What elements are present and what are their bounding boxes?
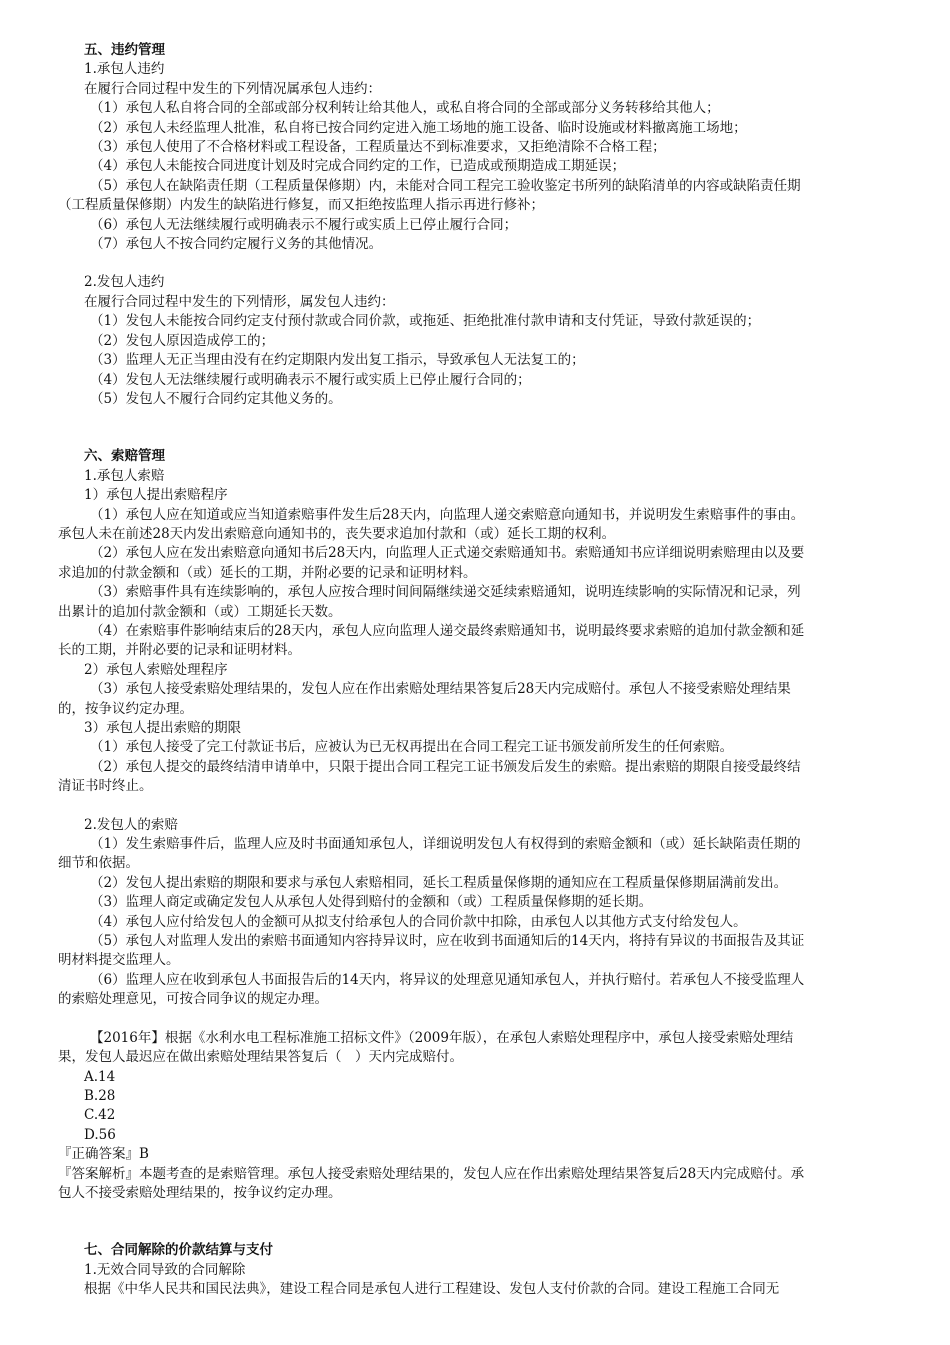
claim-step-1-line1: （1）承包人应在知道或应当知道索赔事件发生后28天内，向监理人递交索赔意向通知书，并说明发生索赔事件的事由。 xyxy=(90,506,805,523)
employer-breach-item-3: （3）监理人无正当理由没有在约定期限内发出复工指示，导致承包人无法复工的； xyxy=(90,352,585,369)
claim-deadline-2-line1: （2）承包人提交的最终结清申请单中，只限于提出合同工程完工证书颁发后发生的索赔。提出索赔的期限自接受最终结 xyxy=(90,758,801,775)
contractor-breach-item-6: （6）承包人无法继续履行或明确表示不履行或实质上已停止履行合同； xyxy=(90,216,518,233)
employer-breach-item-4: （4）发包人无法继续履行或明确表示不履行或实质上已停止履行合同的； xyxy=(90,371,531,388)
section-5-intro1: 在履行合同过程中发生的下列情况属承包人违约： xyxy=(84,80,381,97)
section-6-sub1: 1.承包人索赔 xyxy=(84,467,165,484)
employer-claim-2: （2）发包人提出索赔的期限和要求与承包人索赔相同，延长工程质量保修期的通知应在工程质量保修期届满前发出。 xyxy=(90,874,788,891)
employer-claim-3: （3）监理人商定或确定发包人从承包人处得到赔付的金额和（或）工程质量保修期的延长期。 xyxy=(90,894,653,911)
section-6-sub2: 2.发包人的索赔 xyxy=(84,816,178,833)
exam-option-b: B.28 xyxy=(84,1087,116,1104)
employer-claim-1-line2: 细节和依据。 xyxy=(58,855,139,872)
section-6-title: 六、索赔管理 xyxy=(84,448,165,465)
exam-option-a: A.14 xyxy=(84,1068,116,1085)
exam-option-c: C.42 xyxy=(84,1107,116,1124)
exam-analysis-line2: 包人不接受索赔处理结果的，按争议约定办理。 xyxy=(58,1184,342,1201)
contractor-breach-item-1: （1）承包人私自将合同的全部或部分权利转让给其他人，或私自将合同的全部或部分义务转移给其他人； xyxy=(90,100,720,117)
employer-claim-1-line1: （1）发生索赔事件后，监理人应及时书面通知承包人，详细说明发包人有权得到的索赔金额和（或）延长缺陷责任期的 xyxy=(90,836,801,853)
section-7-paragraph: 根据《中华人民共和国民法典》，建设工程合同是承包人进行工程建设、发包人支付价款的合同。建设工程施工合同无 xyxy=(84,1281,780,1298)
section-5-sub1: 1.承包人违约 xyxy=(84,61,165,78)
employer-breach-item-5: （5）发包人不履行合同约定其他义务的。 xyxy=(90,390,342,407)
claim-deadline-2-line2: 清证书时终止。 xyxy=(58,778,153,795)
contractor-breach-item-2: （2）承包人未经监理人批准，私自将已按合同约定进入施工场地的施工设备、临时设施或材料撤离施工场地； xyxy=(90,119,747,136)
claim-handling-heading: 2）承包人索赔处理程序 xyxy=(84,661,228,678)
claim-step-2-line1: （2）承包人应在发出索赔意向通知书后28天内，向监理人正式递交索赔通知书。索赔通知书应详细说明索赔理由以及要 xyxy=(90,545,805,562)
section-7-sub1: 1.无效合同导致的合同解除 xyxy=(84,1261,246,1278)
employer-claim-5-line1: （5）承包人对监理人发出的索赔书面通知内容持异议时，应在收到书面通知后的14天内，将持有异议的书面报告及其证 xyxy=(90,933,805,950)
claim-procedure-heading: 1）承包人提出索赔程序 xyxy=(84,487,228,504)
exam-answer: 『正确答案』B xyxy=(58,1146,149,1163)
claim-step-3-line1: （3）索赔事件具有连续影响的，承包人应按合理时间间隔继续递交延续索赔通知，说明连续影响的实际情况和记录，列 xyxy=(90,584,801,601)
section-7-title: 七、合同解除的价款结算与支付 xyxy=(84,1242,273,1259)
employer-breach-item-2: （2）发包人原因造成停工的； xyxy=(90,332,275,349)
section-5-sub2: 2.发包人违约 xyxy=(84,274,165,291)
exam-analysis-line1: 『答案解析』本题考查的是索赔管理。承包人接受索赔处理结果的，发包人应在作出索赔处理结果答复后28天内完成赔付。承 xyxy=(58,1165,805,1182)
claim-step-4-line1: （4）在索赔事件影响结束后的28天内，承包人应向监理人递交最终索赔通知书，说明最终要求索赔的追加付款金额和延 xyxy=(90,622,805,639)
employer-claim-6-line2: 的索赔处理意见，可按合同争议的规定办理。 xyxy=(58,991,328,1008)
claim-deadline-1: （1）承包人接受了完工付款证书后，应被认为已无权再提出在合同工程完工证书颁发前所发生的任何索赔。 xyxy=(90,739,734,756)
contractor-breach-item-5: （5）承包人在缺陷责任期（工程质量保修期）内，未能对合同工程完工验收鉴定书所列的缺陷清单的内容或缺陷责任期 xyxy=(90,177,801,194)
employer-claim-4: （4）承包人应付给发包人的金额可从拟支付给承包人的合同价款中扣除，由承包人以其他方式支付给发包人。 xyxy=(90,913,747,930)
exam-question-line2: 果，发包人最迟应在做出索赔处理结果答复后（ ）天内完成赔付。 xyxy=(58,1049,463,1066)
section-5-intro2: 在履行合同过程中发生的下列情形，属发包人违约： xyxy=(84,293,395,310)
contractor-breach-item-7: （7）承包人不按合同约定履行义务的其他情况。 xyxy=(90,236,383,253)
employer-claim-5-line2: 明材料提交监理人。 xyxy=(58,952,180,969)
employer-breach-item-1: （1）发包人未能按合同约定支付预付款或合同价款，或拖延、拒绝批准付款申请和支付凭证，导致付款延误的； xyxy=(90,313,761,330)
employer-claim-6-line1: （6）监理人应在收到承包人书面报告后的14天内，将异议的处理意见通知承包人，并执行赔付。若承包人不接受监理人 xyxy=(90,971,805,988)
claim-step-4-line2: 长的工期，并附必要的记录和证明材料。 xyxy=(58,642,301,659)
claim-step-1-line2: 承包人未在前述28天内发出索赔意向通知书的，丧失要求追加付款和（或）延长工期的权利。 xyxy=(58,525,616,542)
contractor-breach-item-5-cont: （工程质量保修期）内发生的缺陷进行修复，而又拒绝按监理人指示再进行修补； xyxy=(58,197,544,214)
contractor-breach-item-3: （3）承包人使用了不合格材料或工程设备，工程质量达不到标准要求，又拒绝清除不合格工程； xyxy=(90,139,666,156)
claim-handling-line2: 的，按争议约定办理。 xyxy=(58,700,193,717)
claim-step-2-line2: 求追加的付款金额和（或）延长的工期，并附必要的记录和证明材料。 xyxy=(58,564,477,581)
claim-step-3-line2: 出累计的追加付款金额和（或）工期延长天数。 xyxy=(58,603,342,620)
contractor-breach-item-4: （4）承包人未能按合同进度计划及时完成合同约定的工作，已造成或预期造成工期延误； xyxy=(90,158,626,175)
section-5-title: 五、违约管理 xyxy=(84,42,165,58)
exam-question-line1: 【2016年】根据《水利水电工程标准施工招标文件》（2009年版），在承包人索赔处理程序中，承包人接受索赔处理结 xyxy=(90,1029,794,1046)
claim-deadline-heading: 3）承包人提出索赔的期限 xyxy=(84,720,242,736)
claim-handling-line1: （3）承包人接受索赔处理结果的，发包人应在作出索赔处理结果答复后28天内完成赔付。承包人不接受索赔处理结果 xyxy=(90,681,791,698)
exam-option-d: D.56 xyxy=(84,1126,116,1143)
